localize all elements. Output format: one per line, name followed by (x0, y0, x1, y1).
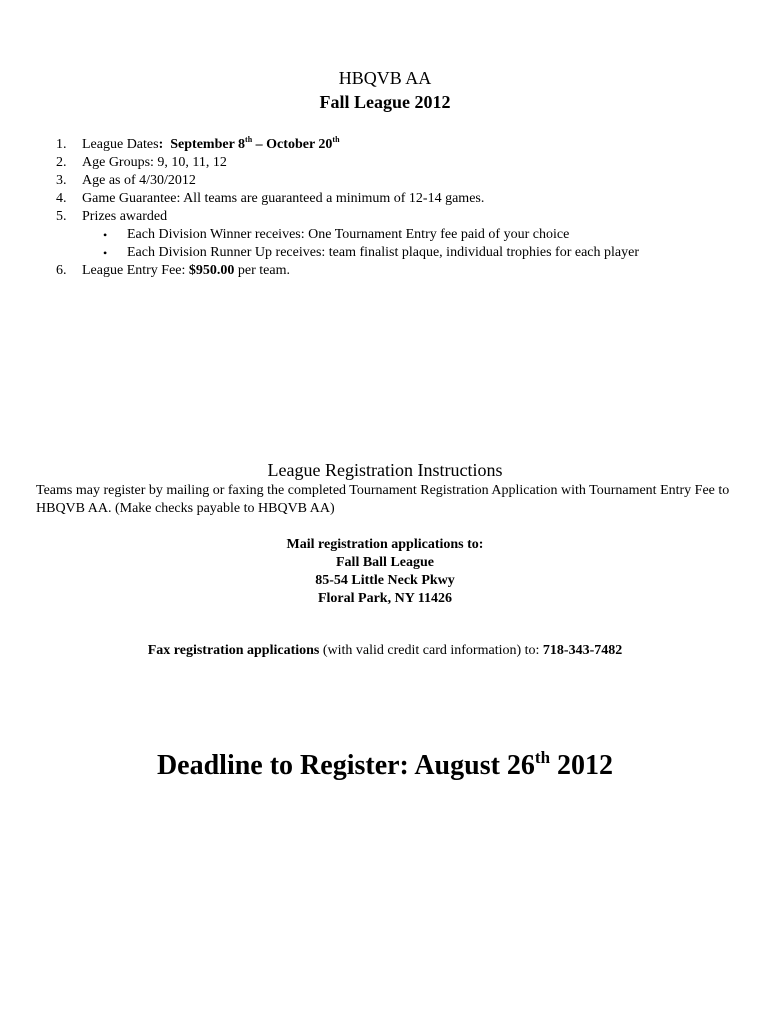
list-item (0, 262, 770, 280)
mail-street: 85-54 Little Neck Pkwy (315, 573, 455, 588)
registration-heading: League Registration Instructions (267, 460, 503, 480)
mail-label: Mail registration applications to: (286, 537, 484, 552)
league-end-date: – October 20 (252, 137, 333, 152)
deadline-prefix: Deadline to Register: August 26 (156, 750, 535, 781)
entry-fee-label: League Entry Fee: (82, 263, 189, 278)
list-number: 5. (56, 209, 67, 224)
prize-bullet-item (0, 226, 770, 244)
bullet-icon: • (103, 246, 108, 260)
list-number: 1. (56, 137, 67, 152)
age-cutoff-text: Age as of 4/30/2012 (82, 173, 196, 188)
list-item (0, 136, 770, 154)
bullet-icon: • (103, 228, 108, 242)
list-number: 2. (56, 155, 67, 170)
fax-label: Fax registration applications (147, 643, 320, 658)
list-number: 6. (56, 263, 67, 278)
mail-address-block (0, 536, 770, 608)
prizes-text: Prizes awarded (82, 209, 168, 224)
list-number: 3. (56, 173, 67, 188)
league-dates-label: League Dates (82, 137, 159, 152)
fax-line (0, 642, 770, 660)
entry-fee-suffix: per team. (234, 263, 290, 278)
list-item (0, 190, 770, 208)
start-date-suffix: th (245, 135, 253, 144)
prize-bullet-item (0, 244, 770, 262)
deadline-banner (0, 748, 770, 784)
list-item (0, 208, 770, 226)
mail-recipient: Fall Ball League (336, 555, 434, 570)
mail-city: Floral Park, NY 11426 (317, 591, 453, 606)
league-title: Fall League 2012 (319, 92, 451, 112)
list-item (0, 154, 770, 172)
fax-number: 718-343-7482 (542, 643, 623, 658)
end-date-suffix: th (332, 135, 340, 144)
list-item (0, 172, 770, 190)
game-guarantee-text: Game Guarantee: All teams are guaranteed a minimum of 12-14 games. (82, 191, 485, 206)
entry-fee-amount: $950.00 (188, 263, 235, 278)
age-groups-text: Age Groups: 9, 10, 11, 12 (82, 155, 227, 170)
deadline-year: 2012 (550, 750, 614, 781)
list-number: 4. (56, 191, 67, 206)
league-start-date: September 8 (170, 137, 246, 152)
division-winner-prize: Each Division Winner receives: One Tournament Entry fee paid of your choice (127, 227, 570, 242)
runner-up-prize: Each Division Runner Up receives: team finalist plaque, individual trophies for each player (127, 245, 640, 260)
league-dates-colon: : (158, 137, 164, 152)
fax-middle-text: (with valid credit card information) to: (319, 643, 543, 658)
league-details-list (0, 136, 770, 280)
org-title: HBQVB AA (338, 68, 432, 88)
deadline-suffix-sup: th (534, 748, 551, 767)
registration-instructions: Teams may register by mailing or faxing the completed Tournament Registration Application with Tournament Entry Fee to HBQVB AA. (Make checks payable to HBQVB AA) (36, 483, 730, 516)
